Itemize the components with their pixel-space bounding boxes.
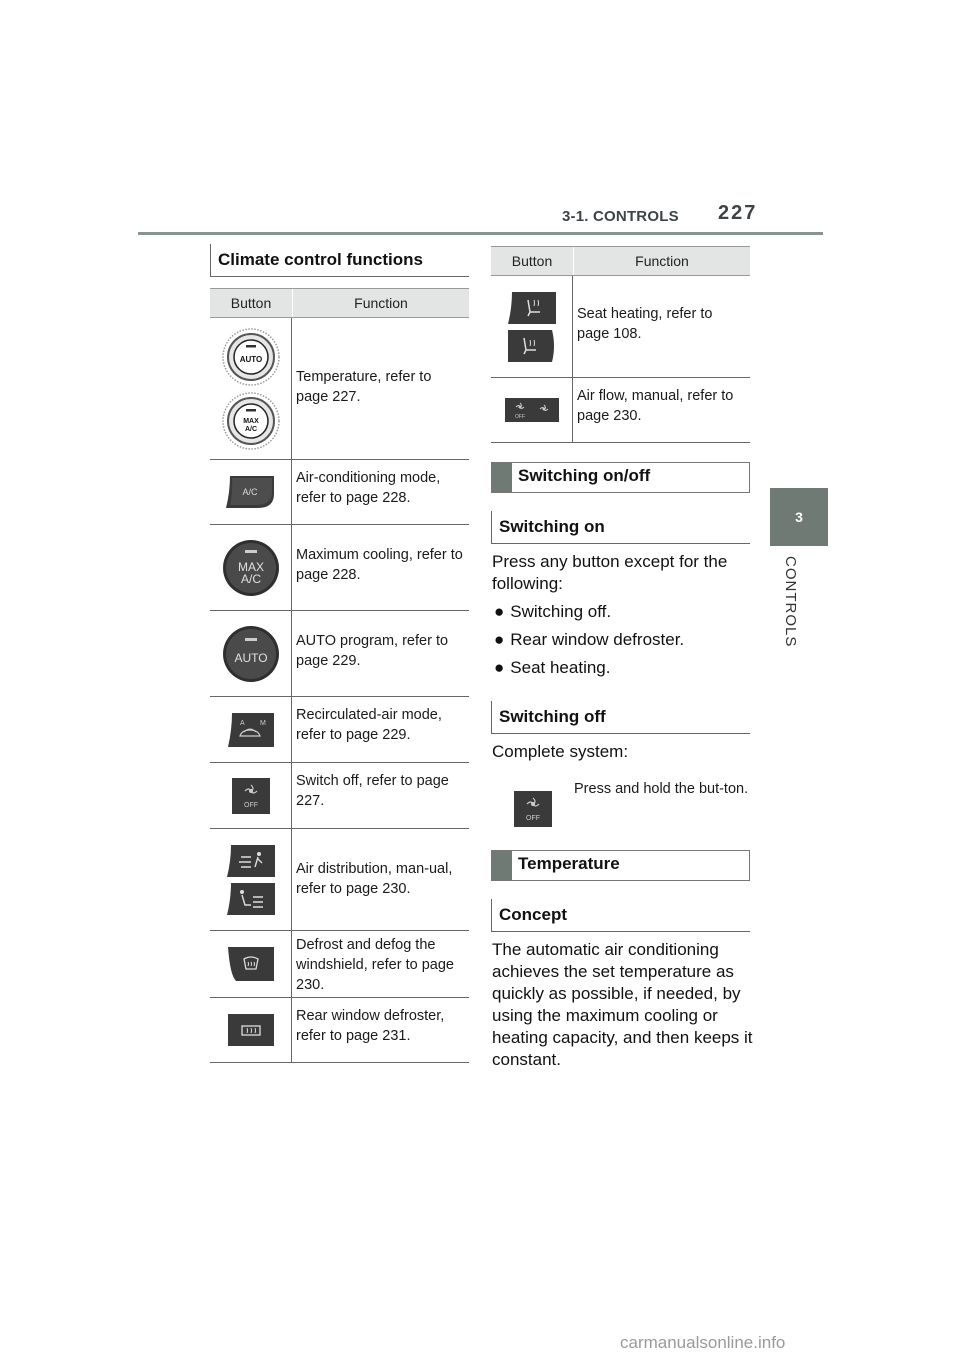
seat-heating-upper-icon	[506, 290, 558, 326]
function-cell: Air-conditioning mode, refer to page 228.	[296, 470, 441, 506]
svg-text:OFF: OFF	[243, 801, 258, 809]
button-cell	[210, 998, 292, 1062]
table-header	[210, 288, 469, 318]
list-item: ● Switching off.	[494, 602, 612, 621]
button-cell	[210, 829, 292, 930]
function-cell: Defrost and defog the windshield, refer to page 230.	[296, 937, 454, 993]
table-row	[210, 318, 469, 460]
table-row	[210, 829, 469, 931]
chapter-number: 3	[795, 509, 803, 525]
chapter-tab[interactable]	[770, 488, 828, 546]
function-cell: Switch off, refer to page 227.	[296, 773, 449, 809]
svg-text:OFF: OFF	[526, 815, 540, 822]
svg-text:A/C: A/C	[244, 425, 257, 433]
switching-off-intro: Complete system:	[492, 742, 629, 761]
column-button: Button	[511, 253, 553, 269]
climate-functions-heading: Climate control functions	[210, 244, 469, 277]
switching-off-heading: Switching off	[491, 701, 750, 734]
button-cell	[491, 276, 573, 377]
heading-bar	[492, 851, 512, 880]
svg-text:MAX: MAX	[237, 559, 264, 574]
recirculation-button-icon	[226, 710, 276, 750]
chapter-label: CONTROLS	[782, 556, 799, 648]
button-cell	[210, 318, 292, 459]
function-cell: AUTO program, refer to page 229.	[296, 633, 449, 669]
switching-on-heading: Switching on	[491, 511, 750, 544]
function-cell: Air flow, manual, refer to page 230.	[577, 388, 734, 424]
switching-section-heading	[491, 462, 750, 493]
column-function: Function	[292, 289, 469, 317]
air-distribution-upper-icon	[225, 843, 277, 879]
air-distribution-lower-icon	[225, 881, 277, 917]
off-button-icon	[513, 790, 553, 828]
switching-on-intro: Press any button except for the following:	[492, 552, 728, 593]
svg-text:AUTO: AUTO	[239, 354, 262, 364]
seat-heating-lower-icon	[506, 328, 558, 364]
button-cell	[491, 378, 573, 442]
auto-dial-icon	[221, 327, 281, 387]
air-flow-button-icon	[504, 397, 560, 423]
switching-section-title: Switching on/off	[518, 466, 651, 485]
column-button: Button	[230, 295, 272, 311]
max-ac-dial-icon	[221, 391, 281, 451]
page-number: 227	[718, 202, 758, 224]
table-row	[491, 378, 750, 443]
temperature-section-title: Temperature	[518, 854, 620, 873]
switching-off-instruction: Press and hold the but-ton.	[574, 781, 749, 797]
table-row	[210, 697, 469, 763]
continued-table	[491, 246, 750, 443]
svg-text:A: A	[239, 719, 245, 727]
table-row	[210, 931, 469, 998]
table-row	[210, 998, 469, 1063]
max-ac-button-icon	[221, 538, 281, 598]
button-cell	[210, 460, 292, 524]
function-cell: Maximum cooling, refer to page 228.	[296, 547, 463, 583]
function-cell: Rear window defroster, refer to page 231.	[296, 1008, 445, 1044]
heading-bar	[492, 463, 512, 492]
table-row	[491, 276, 750, 378]
button-cell	[210, 697, 292, 762]
svg-text:OFF: OFF	[514, 414, 525, 420]
concept-heading: Concept	[491, 899, 750, 932]
svg-text:M: M	[259, 719, 266, 727]
table-header	[491, 246, 750, 276]
button-cell	[210, 611, 292, 696]
watermark: carmanualsonline.info	[620, 1333, 786, 1352]
function-cell: Recirculated-air mode, refer to page 229.	[296, 707, 442, 743]
svg-text:AUTO: AUTO	[233, 650, 268, 665]
table-row	[210, 525, 469, 611]
list-item: ● Seat heating.	[494, 658, 611, 677]
table-row	[210, 763, 469, 829]
function-cell: Seat heating, refer to page 108.	[577, 306, 713, 342]
auto-button-icon	[221, 624, 281, 684]
function-cell: Air distribution, man-ual, refer to page 230.	[296, 861, 453, 897]
button-cell	[210, 763, 292, 828]
function-cell: Temperature, refer to page 227.	[296, 369, 432, 405]
svg-text:MAX: MAX	[242, 417, 259, 425]
ac-button-icon	[224, 472, 278, 512]
temperature-section-heading	[491, 850, 750, 881]
climate-functions-section	[210, 244, 469, 1063]
table-row	[210, 460, 469, 525]
header-divider	[138, 232, 823, 235]
fan-off-button-icon	[231, 777, 271, 815]
button-cell	[210, 931, 292, 997]
rear-defrost-button-icon	[226, 1012, 276, 1048]
table-row	[210, 611, 469, 697]
section-title: 3-1. CONTROLS	[562, 208, 679, 225]
svg-text:A/C: A/C	[240, 571, 261, 586]
front-defrost-button-icon	[226, 945, 276, 983]
list-item: ● Rear window defroster.	[494, 630, 685, 649]
column-function: Function	[573, 247, 750, 275]
button-cell	[210, 525, 292, 610]
concept-text: The automatic air conditioning achieves the set temperature as quickly as possible, if needed, by using the maximum cooling or heating capacity, and then keeps it constant.	[492, 940, 753, 1069]
svg-text:A/C: A/C	[241, 487, 258, 497]
